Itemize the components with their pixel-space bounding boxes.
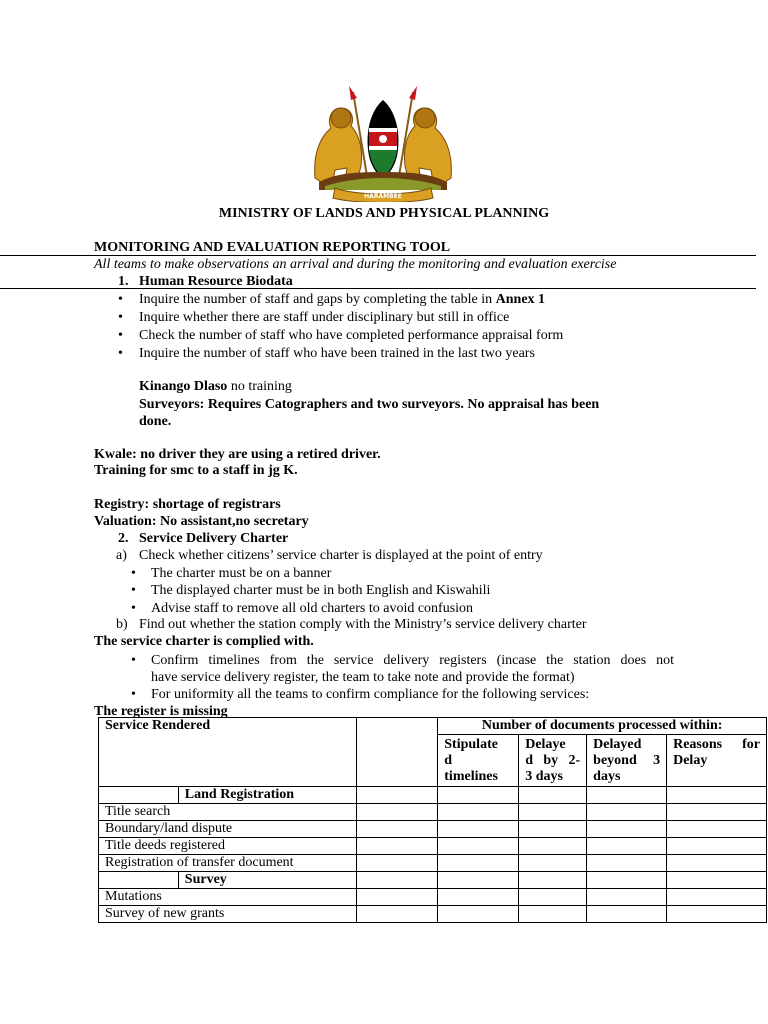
table-row	[99, 889, 767, 906]
col-service-rendered: Service Rendered	[99, 718, 357, 787]
col-delayed-beyond-3: Delayed beyond 3 days	[587, 735, 667, 787]
bullet-icon: •	[131, 653, 136, 668]
emblem-motto: HARAMBEE	[364, 193, 402, 200]
list-item: Inquire the number of staff who have been trained in the last two years	[139, 346, 535, 361]
note-valuation: Valuation: No assistant,no secretary	[94, 514, 309, 529]
section-land-registration: Land Registration	[178, 787, 357, 804]
tool-title: MONITORING AND EVALUATION REPORTING TOOL	[94, 240, 451, 255]
item-b-label: b)	[116, 617, 128, 632]
note-complied: The service charter is complied with.	[94, 634, 314, 649]
row-label: Title deeds registered	[99, 838, 357, 855]
list-item-cont: have service delivery register, the team to take note and provide the format)	[151, 670, 575, 685]
bullet-icon: •	[131, 601, 136, 616]
table-row	[99, 906, 767, 923]
list-item: Confirm timelines from the service delivery registers (incase the station does not	[151, 653, 674, 668]
service-table	[98, 717, 767, 923]
table-section-row	[99, 787, 767, 804]
divider-line	[0, 288, 756, 289]
bullet-icon: •	[118, 310, 123, 325]
list-item: The displayed charter must be in both English and Kiswahili	[151, 583, 491, 598]
section2-number: 2.	[118, 531, 129, 546]
note-training: Training for smc to a staff in jg K.	[94, 463, 298, 478]
empty-cell	[99, 787, 179, 804]
kenya-coat-of-arms	[305, 86, 461, 202]
row-label: Survey of new grants	[99, 906, 357, 923]
item-a-text: Check whether citizens’ service charter is displayed at the point of entry	[139, 548, 543, 563]
col-stipulated: Stipulate d timelines	[438, 735, 519, 787]
list-item: For uniformity all the teams to confirm compliance for the following services:	[151, 687, 590, 702]
bullet-icon: •	[118, 328, 123, 343]
row-label: Title search	[99, 804, 357, 821]
bullet-icon: •	[131, 583, 136, 598]
col-reasons: Reasons for Delay	[667, 735, 767, 787]
table-row	[99, 804, 767, 821]
col-delayed-2-3: Delaye d by 2- 3 days	[519, 735, 587, 787]
section1-heading: Human Resource Biodata	[139, 274, 293, 289]
item-b-text: Find out whether the station comply with the Ministry’s service delivery charter	[139, 617, 587, 632]
list-item: Inquire whether there are staff under disciplinary but still in office	[139, 310, 510, 325]
bullet-icon: •	[131, 566, 136, 581]
note-surveyors: Surveyors: Requires Catographers and two surveyors. No appraisal has been	[139, 397, 600, 412]
row-label: Mutations	[99, 889, 357, 906]
note-kwale: Kwale: no driver they are using a retired driver.	[94, 447, 381, 462]
note-kinango: Kinango Dlaso no training	[139, 379, 292, 394]
note-registry: Registry: shortage of registrars	[94, 497, 281, 512]
empty-cell	[99, 872, 179, 889]
note-register-missing: The register is missing	[94, 704, 228, 719]
intro-text: All teams to make observations an arrival and during the monitoring and evaluation exercise	[94, 257, 617, 272]
row-label: Registration of transfer document	[99, 855, 357, 872]
list-item: Check the number of staff who have completed performance appraisal form	[139, 328, 564, 343]
table-section-row	[99, 872, 767, 889]
section1-number: 1.	[118, 274, 129, 289]
list-item: The charter must be on a banner	[151, 566, 332, 581]
section2-heading: Service Delivery Charter	[139, 531, 289, 546]
col-group-header: Number of documents processed within:	[438, 718, 767, 735]
list-item: Advise staff to remove all old charters to avoid confusion	[151, 601, 474, 616]
ministry-title: MINISTRY OF LANDS AND PHYSICAL PLANNING	[218, 206, 550, 221]
section-survey: Survey	[178, 872, 357, 889]
bullet-icon: •	[131, 687, 136, 702]
note-surveyors-cont: done.	[139, 414, 172, 429]
table-row	[99, 821, 767, 838]
item-a-label: a)	[116, 548, 127, 563]
table-row	[99, 838, 767, 855]
bullet-icon: •	[118, 346, 123, 361]
table-row	[99, 855, 767, 872]
table-header-row	[99, 718, 767, 735]
row-label: Boundary/land dispute	[99, 821, 357, 838]
bullet-icon: •	[118, 292, 123, 307]
list-item: Inquire the number of staff and gaps by completing the table in Annex 1	[139, 292, 546, 307]
empty-cell	[357, 718, 438, 787]
